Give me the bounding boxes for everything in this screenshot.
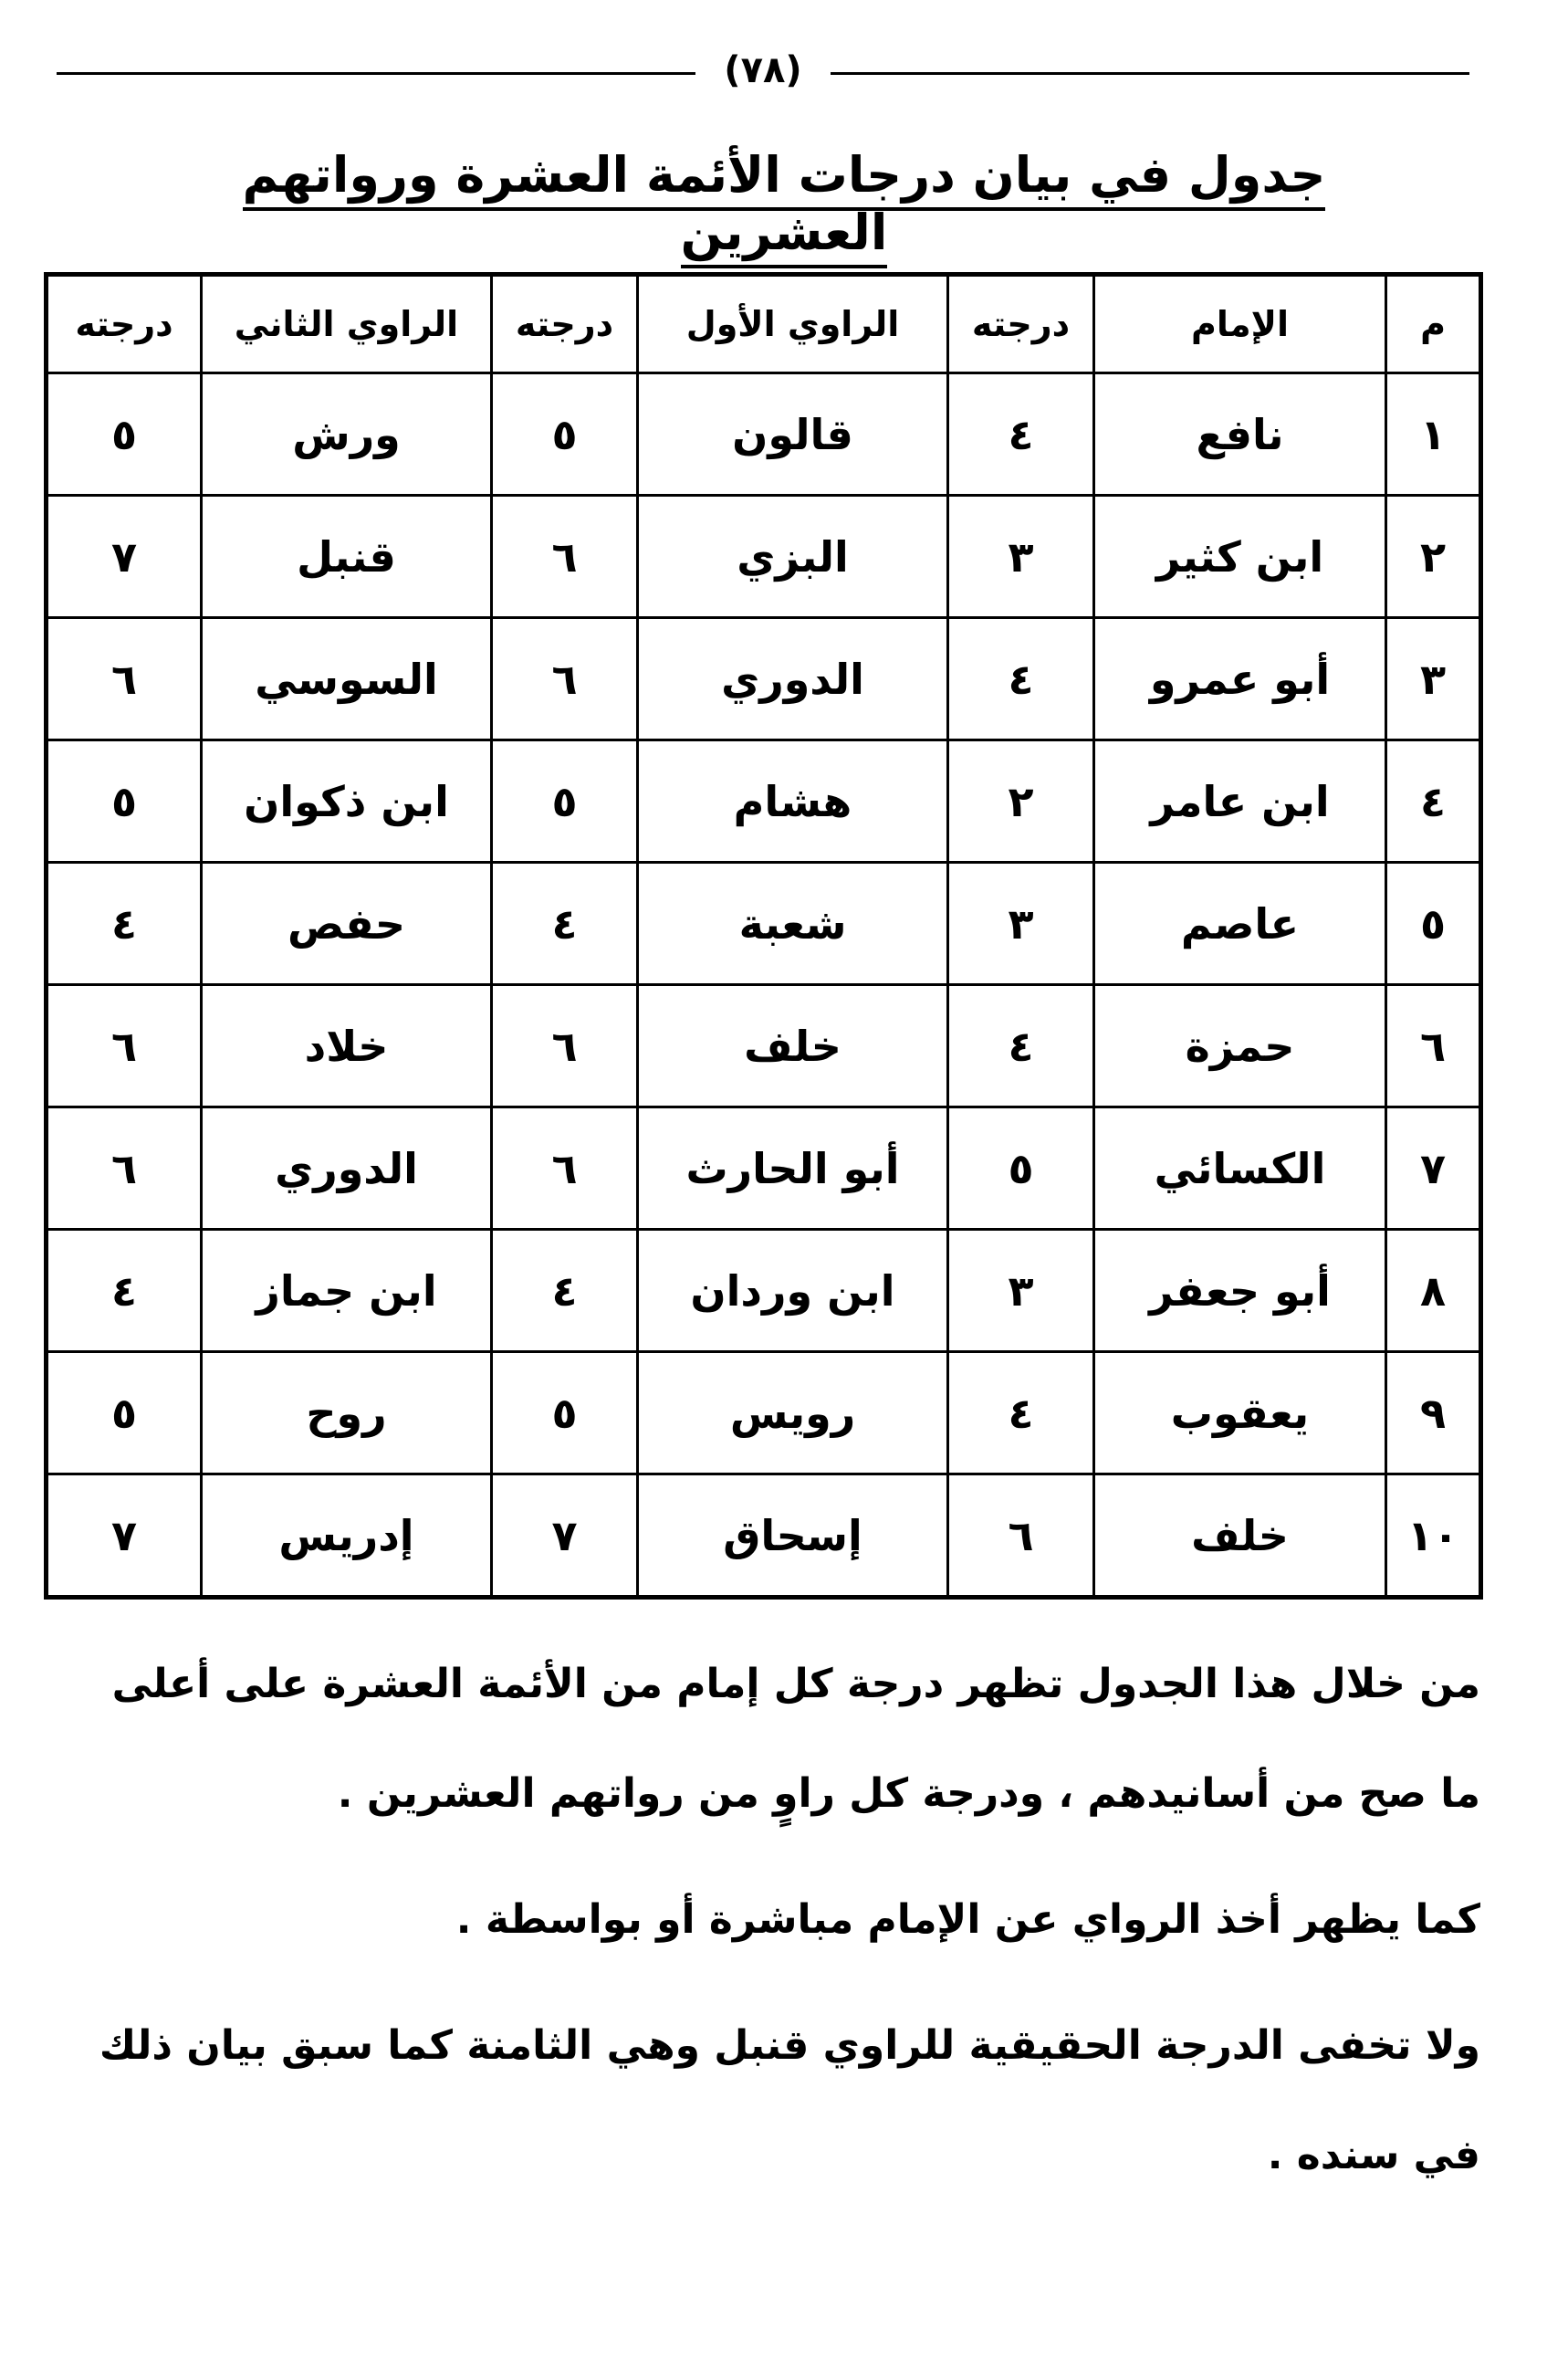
cell-imam-grade: ٤ xyxy=(948,1352,1094,1474)
cell-first-grade: ٦ xyxy=(492,618,638,740)
cell-first-grade: ٧ xyxy=(492,1474,638,1598)
cell-imam: نافع xyxy=(1094,373,1386,496)
table-row xyxy=(47,1230,1481,1352)
cell-index: ٧ xyxy=(1386,1107,1481,1230)
cell-first-narrator: خلف xyxy=(638,985,948,1107)
paragraph: من خلال هذا الجدول تظهر درجة كل إمام من الأئمة العشرة على أعلى ما صح من أسانيدهم ، ودرجة كل راوٍ من رواتهم العشرين . xyxy=(111,1661,1480,1817)
cell-second-narrator: ابن جماز xyxy=(202,1230,492,1352)
cell-imam-grade: ٤ xyxy=(948,373,1094,496)
cell-imam-grade: ٤ xyxy=(948,618,1094,740)
cell-second-narrator: ورش xyxy=(202,373,492,496)
table-row xyxy=(47,985,1481,1107)
cell-second-narrator: الدوري xyxy=(202,1107,492,1230)
cell-index: ١ xyxy=(1386,373,1481,496)
cell-index: ٣ xyxy=(1386,618,1481,740)
page-title-text: جدول في بيان درجات الأئمة العشرة ورواتهم العشرين xyxy=(243,146,1326,268)
cell-second-grade: ٦ xyxy=(47,985,202,1107)
cell-second-narrator: حفص xyxy=(202,863,492,985)
cell-first-grade: ٥ xyxy=(492,373,638,496)
cell-second-grade: ٥ xyxy=(47,1352,202,1474)
page-title xyxy=(183,146,1385,261)
header-imam: الإمام xyxy=(1094,275,1386,373)
cell-imam-grade: ٣ xyxy=(948,1230,1094,1352)
cell-index: ٨ xyxy=(1386,1230,1481,1352)
paragraph: ولا تخفى الدرجة الحقيقية للراوي قنبل وهي الثامنة كما سبق بيان ذلك في سنده . xyxy=(99,2022,1480,2178)
cell-first-narrator: ابن وردان xyxy=(638,1230,948,1352)
cell-first-narrator: إسحاق xyxy=(638,1474,948,1598)
body-text xyxy=(66,1630,1480,2210)
cell-second-narrator: السوسي xyxy=(202,618,492,740)
cell-second-grade: ٤ xyxy=(47,1230,202,1352)
cell-second-narrator: قنبل xyxy=(202,496,492,618)
table-row xyxy=(47,1107,1481,1230)
cell-first-grade: ٤ xyxy=(492,863,638,985)
header-imam-grade: درجته xyxy=(948,275,1094,373)
cell-first-grade: ٦ xyxy=(492,1107,638,1230)
cell-first-grade: ٥ xyxy=(492,1352,638,1474)
cell-index: ٥ xyxy=(1386,863,1481,985)
table-row xyxy=(47,496,1481,618)
cell-imam: أبو عمرو xyxy=(1094,618,1386,740)
cell-first-narrator: أبو الحارث xyxy=(638,1107,948,1230)
cell-imam: عاصم xyxy=(1094,863,1386,985)
cell-imam: خلف xyxy=(1094,1474,1386,1598)
cell-first-narrator: قالون xyxy=(638,373,948,496)
header-rule-left xyxy=(57,72,695,75)
cell-first-grade: ٦ xyxy=(492,496,638,618)
cell-second-narrator: خلاد xyxy=(202,985,492,1107)
cell-first-narrator: الدوري xyxy=(638,618,948,740)
cell-second-grade: ٧ xyxy=(47,1474,202,1598)
table-row xyxy=(47,1474,1481,1598)
cell-index: ٢ xyxy=(1386,496,1481,618)
cell-imam: حمزة xyxy=(1094,985,1386,1107)
table-row xyxy=(47,1352,1481,1474)
cell-second-grade: ٦ xyxy=(47,618,202,740)
cell-imam: الكسائي xyxy=(1094,1107,1386,1230)
cell-first-narrator: هشام xyxy=(638,740,948,863)
cell-imam-grade: ٤ xyxy=(948,985,1094,1107)
cell-second-narrator: إدريس xyxy=(202,1474,492,1598)
header-second-narrator: الراوي الثاني xyxy=(202,275,492,373)
cell-imam-grade: ٥ xyxy=(948,1107,1094,1230)
cell-imam-grade: ٢ xyxy=(948,740,1094,863)
header-index: م xyxy=(1386,275,1481,373)
cell-first-narrator: رويس xyxy=(638,1352,948,1474)
grades-table xyxy=(44,272,1483,1600)
header-second-grade: درجته xyxy=(47,275,202,373)
cell-first-grade: ٦ xyxy=(492,985,638,1107)
table-row xyxy=(47,618,1481,740)
cell-second-narrator: ابن ذكوان xyxy=(202,740,492,863)
cell-first-narrator: شعبة xyxy=(638,863,948,985)
header-first-narrator: الراوي الأول xyxy=(638,275,948,373)
paragraph: كما يظهر أخذ الرواي عن الإمام مباشرة أو بواسطة . xyxy=(455,1896,1480,1943)
cell-index: ١٠ xyxy=(1386,1474,1481,1598)
cell-first-narrator: البزي xyxy=(638,496,948,618)
header-rule-right xyxy=(831,72,1469,75)
cell-first-grade: ٥ xyxy=(492,740,638,863)
table-row xyxy=(47,740,1481,863)
cell-imam: أبو جعفر xyxy=(1094,1230,1386,1352)
cell-imam: ابن عامر xyxy=(1094,740,1386,863)
cell-index: ٩ xyxy=(1386,1352,1481,1474)
page-header xyxy=(57,49,1469,91)
table-header-row xyxy=(47,275,1481,373)
table-row xyxy=(47,863,1481,985)
cell-imam-grade: ٣ xyxy=(948,496,1094,618)
table-row xyxy=(47,373,1481,496)
cell-imam-grade: ٦ xyxy=(948,1474,1094,1598)
cell-imam-grade: ٣ xyxy=(948,863,1094,985)
cell-second-grade: ٧ xyxy=(47,496,202,618)
cell-second-grade: ٤ xyxy=(47,863,202,985)
cell-imam: يعقوب xyxy=(1094,1352,1386,1474)
cell-index: ٦ xyxy=(1386,985,1481,1107)
cell-second-grade: ٦ xyxy=(47,1107,202,1230)
cell-second-grade: ٥ xyxy=(47,373,202,496)
header-first-grade: درجته xyxy=(492,275,638,373)
cell-second-narrator: روح xyxy=(202,1352,492,1474)
cell-second-grade: ٥ xyxy=(47,740,202,863)
cell-imam: ابن كثير xyxy=(1094,496,1386,618)
cell-first-grade: ٤ xyxy=(492,1230,638,1352)
cell-index: ٤ xyxy=(1386,740,1481,863)
page-number: (٧٨) xyxy=(724,49,802,91)
